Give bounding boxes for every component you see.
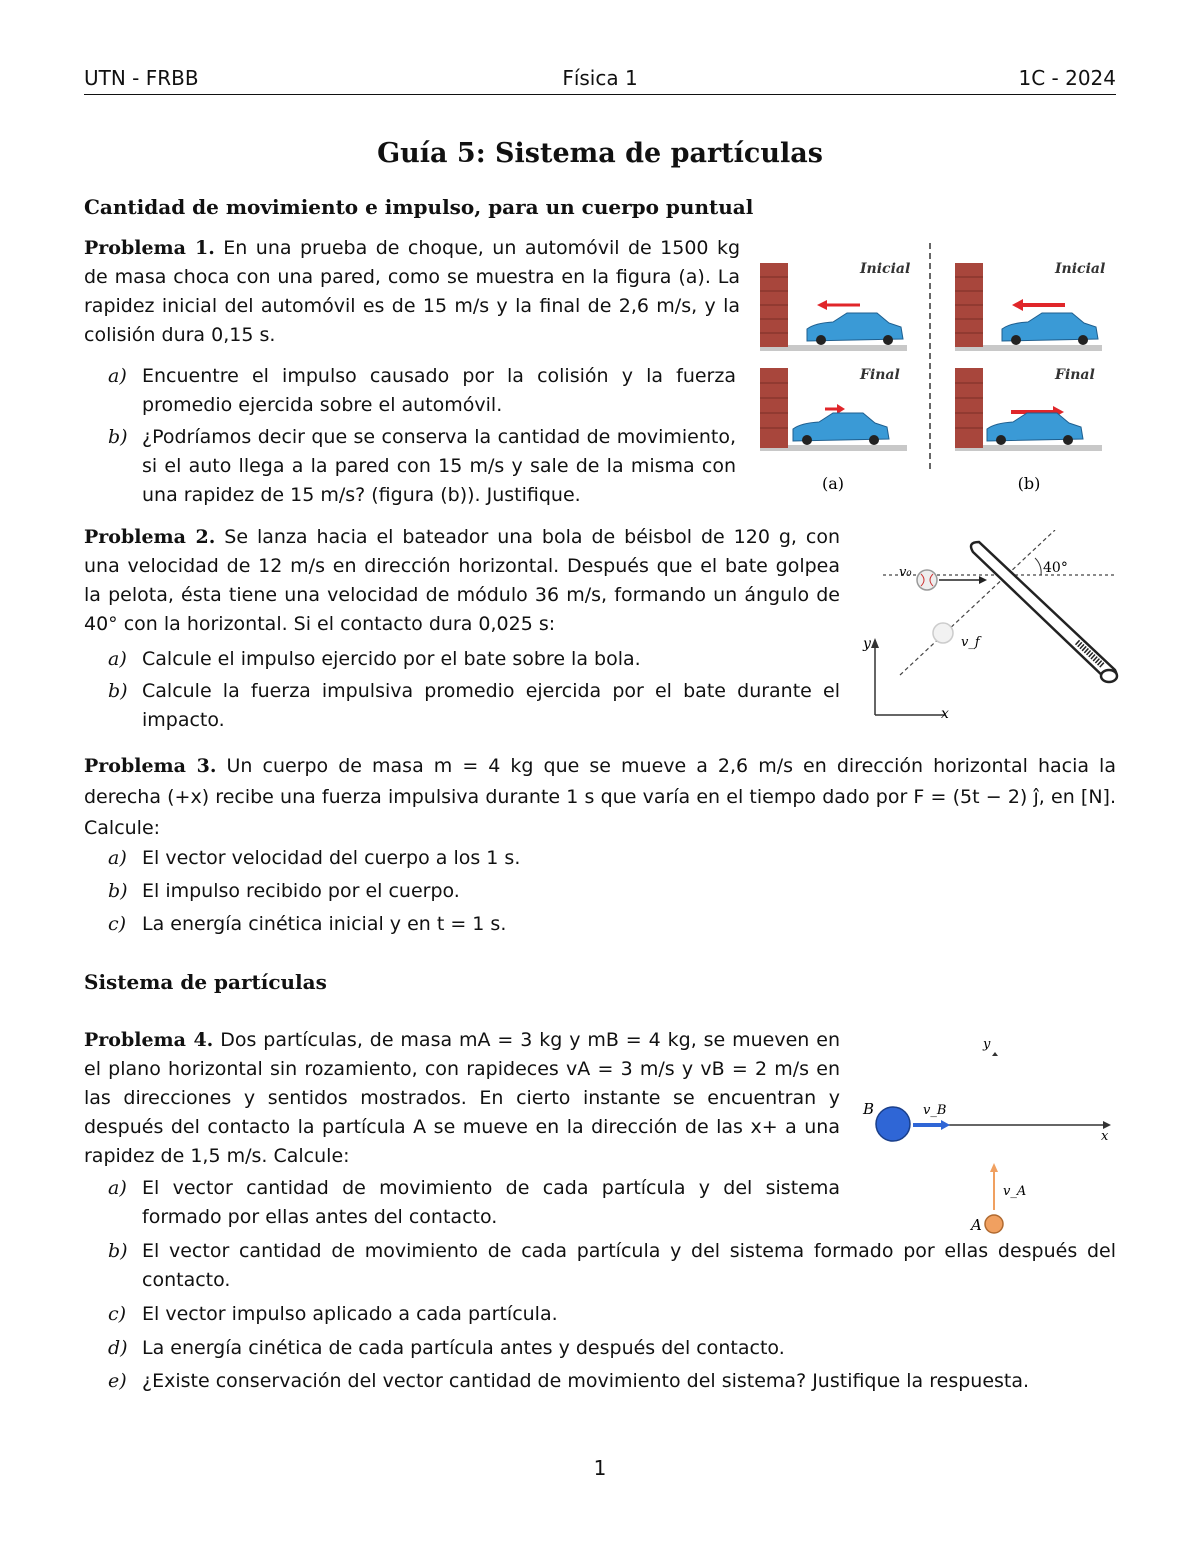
page-title: Guía 5: Sistema de partículas (377, 138, 823, 169)
header-left: UTN - FRBB (84, 66, 199, 90)
particle-b-label: B (863, 1100, 875, 1118)
problem-2-text: Se lanza hacia el bateador una bola de béisbol de 120 g, con una velocidad de 12 m/s en dirección horizontal. Después que el bate golpea la pelota, ésta tiene una velocidad de módulo 36 m/s, formando un ángulo de 40° con la horizontal. Si el contacto dura 0,025 s: (84, 526, 840, 635)
caption-a: (a) (821, 474, 845, 493)
item-label: a) (108, 365, 127, 387)
section-heading-1: Cantidad de movimiento e impulso, para un cuerpo puntual (84, 195, 754, 219)
item-label: b) (108, 880, 128, 902)
car-icon (987, 413, 1083, 445)
panel-a-final (760, 367, 907, 451)
item-label: d) (108, 1337, 128, 1359)
label-final: Final (860, 367, 900, 383)
problem-3-text: Un cuerpo de masa m = 4 kg que se mueve a 2,6 m/s en dirección horizontal hacia la derecha (+x) recibe una fuerza impulsiva durante 1 s que varía en el tiempo dado por F = (5t − 2) ĵ, en [N]. Calcule: (84, 755, 1116, 839)
ball-initial (917, 570, 937, 590)
panel-a-initial (760, 261, 910, 351)
problem-3-item-c (108, 910, 1116, 939)
section-heading-2: Sistema de partículas (84, 970, 327, 994)
problem-4-item-b (108, 1237, 1116, 1295)
item-text: ¿Podríamos decir que se conserva la cantidad de movimiento, si el auto llega a la pared con 15 m/s y sale de la misma con una rapidez de 15 m/s? (figura (b)). Justifique. (142, 426, 736, 506)
car-icon (807, 313, 903, 345)
panel-b-final (955, 367, 1102, 451)
problem-3-label: Problema 3. (84, 755, 217, 777)
item-label: b) (108, 1240, 128, 1262)
car-icon (793, 413, 889, 445)
problem-2-item-a (108, 645, 840, 674)
particle-a (985, 1215, 1003, 1233)
problem-1-text: En una prueba de choque, un automóvil de 1500 kg de masa choca con una pared, como se muestra en la figura (a). La rapidez inicial del automóvil es de 15 m/s y la final de 2,6 m/s, y la colisión dura 0,15 s. (84, 237, 741, 346)
problem-1-item-a (108, 362, 736, 420)
item-label: b) (108, 426, 128, 448)
item-label: c) (108, 913, 127, 935)
problem-4-text: Dos partículas, de masa mA = 3 kg y mB = 4 kg, se mueven en el plano horizontal sin rozamiento, con rapideces vA = 3 m/s y vB = 2 m/s en las direcciones y sentidos mostrados. En cierto instante se encuentran y después del contacto la partícula A se mueve en la dirección de las x+ a una rapidez de 1,5 m/s. Calcule: (84, 1029, 840, 1167)
problem-2 (84, 523, 840, 639)
particles-figure (855, 1030, 1120, 1240)
label-inicial: Inicial (1055, 261, 1106, 277)
label-final: Final (1055, 367, 1095, 383)
header-divider (84, 94, 1116, 95)
problem-2-label: Problema 2. (84, 526, 216, 548)
item-text: ¿Existe conservación del vector cantidad de movimiento del sistema? Justifique la respuesta. (142, 1370, 1030, 1392)
item-label: e) (108, 1370, 127, 1392)
item-label: b) (108, 680, 128, 702)
item-text: La energía cinética de cada partícula antes y después del contacto. (142, 1337, 785, 1359)
item-label: a) (108, 648, 127, 670)
x-axis-label: x (941, 706, 949, 722)
angle-label: 40° (1043, 560, 1068, 576)
item-label: a) (108, 847, 127, 869)
problem-3 (84, 751, 1116, 844)
ball-final (933, 623, 953, 643)
panel-b-initial (955, 261, 1105, 351)
item-text: El impulso recibido por el cuerpo. (142, 880, 460, 902)
vf-label: v_f (961, 635, 980, 650)
va-label: v_A (1003, 1184, 1027, 1199)
brick-wall (955, 368, 983, 448)
y-axis-label: y (863, 636, 871, 652)
item-text: El vector cantidad de movimiento de cada partícula y del sistema formado por ellas antes del contacto. (142, 1177, 840, 1228)
problem-4-item-e (108, 1367, 1116, 1396)
item-label: a) (108, 1177, 127, 1199)
item-text: El vector cantidad de movimiento de cada partícula y del sistema formado por ellas después del contacto. (142, 1240, 1116, 1291)
car-icon (1002, 313, 1098, 345)
particle-a-label: A (971, 1216, 982, 1234)
caption-b: (b) (1017, 474, 1041, 493)
particle-b (876, 1107, 910, 1141)
brick-wall (760, 368, 788, 448)
vb-label: v_B (923, 1103, 947, 1118)
item-text: La energía cinética inicial y en t = 1 s. (142, 913, 507, 935)
car-crash-figure (755, 243, 1115, 500)
y-axis-label: y (983, 1037, 991, 1052)
header-center: Física 1 (562, 66, 638, 90)
problem-1 (84, 234, 740, 350)
problem-1-label: Problema 1. (84, 237, 215, 259)
problem-3-item-b (108, 877, 1116, 906)
header-right: 1C - 2024 (1018, 66, 1116, 90)
problem-4 (84, 1026, 840, 1171)
x-axis-label: x (1101, 1129, 1109, 1144)
item-text: Encuentre el impulso causado por la colisión y la fuerza promedio ejercida sobre el automóvil. (142, 365, 736, 416)
baseball-bat-figure (855, 530, 1120, 730)
problem-3-item-a (108, 844, 1116, 873)
item-text: El vector velocidad del cuerpo a los 1 s. (142, 847, 521, 869)
problem-2-item-b (108, 677, 840, 735)
problem-4-item-c (108, 1300, 1116, 1329)
item-text: El vector impulso aplicado a cada partícula. (142, 1303, 558, 1325)
problem-1-item-b (108, 423, 736, 510)
problem-4-item-a (108, 1174, 840, 1232)
problem-4-label: Problema 4. (84, 1029, 214, 1051)
page-number: 1 (593, 1456, 607, 1480)
item-text: Calcule el impulso ejercido por el bate sobre la bola. (142, 648, 641, 670)
label-inicial: Inicial (860, 261, 911, 277)
v0-label: v₀ (899, 565, 912, 580)
item-text: Calcule la fuerza impulsiva promedio ejercida por el bate durante el impacto. (142, 680, 840, 731)
problem-4-item-d (108, 1334, 1116, 1363)
item-label: c) (108, 1303, 127, 1325)
